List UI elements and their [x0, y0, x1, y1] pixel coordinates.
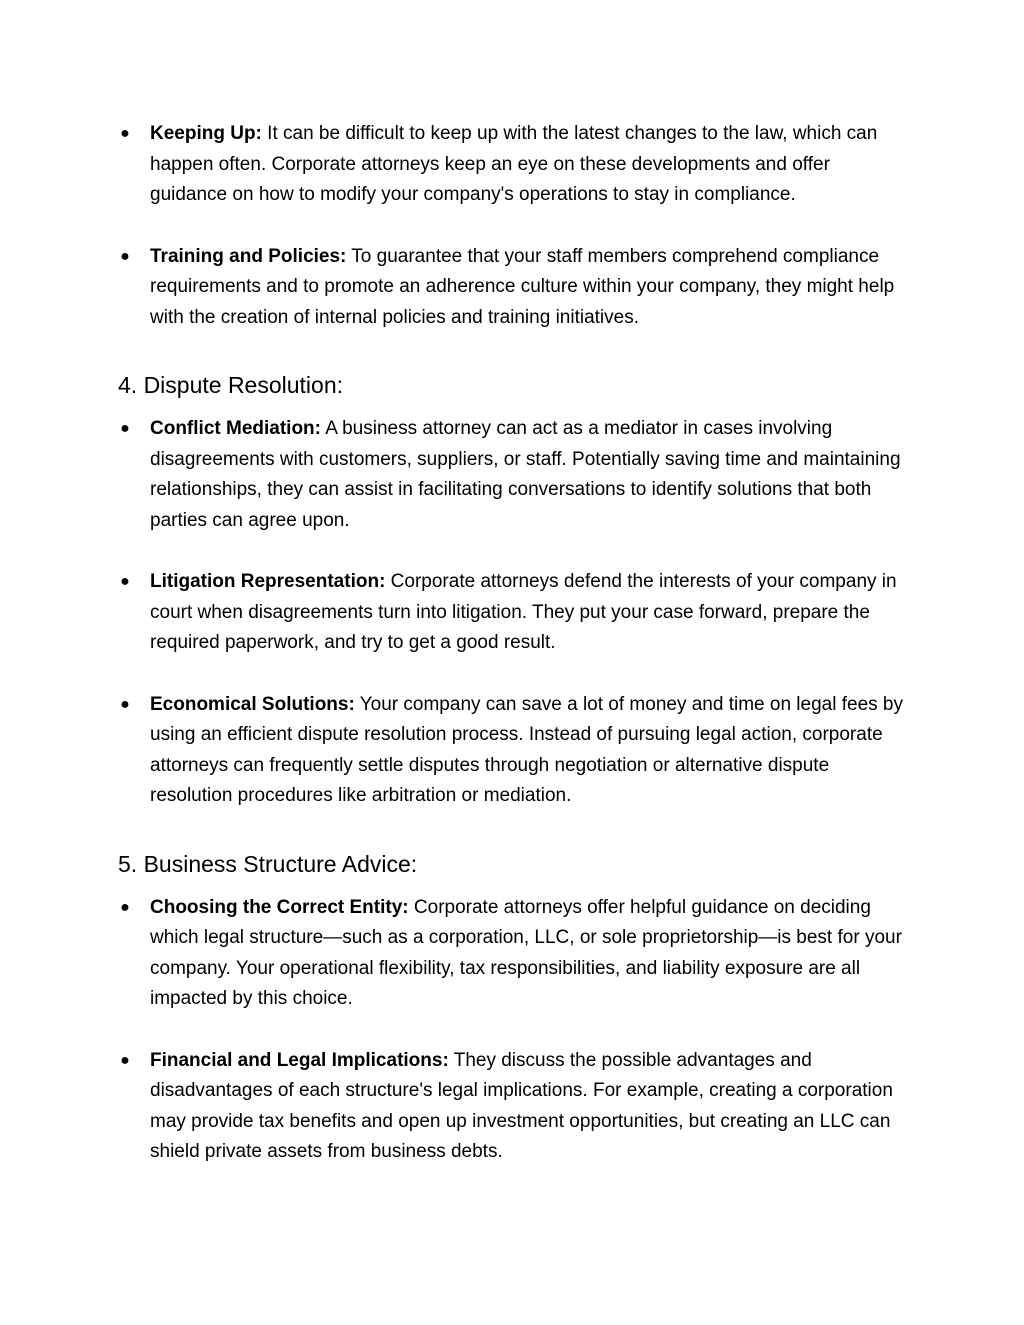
bullet-icon: ●: [120, 695, 130, 713]
bullet-icon: ●: [120, 247, 130, 265]
section-heading-dispute-resolution: 4. Dispute Resolution:: [118, 372, 344, 398]
bullet-term: Choosing the Correct Entity:: [150, 896, 409, 918]
bullet-term: Economical Solutions:: [150, 693, 355, 715]
bullet-icon: ●: [120, 420, 130, 437]
document-content: [118, 119, 908, 1168]
bullet-item-financial-and-legal-implications: [118, 1046, 908, 1168]
bullet-term: Training and Policies:: [150, 245, 347, 267]
bullet-text: Corporate attorneys offer helpful guidance on deciding which legal structure—such as a corporation, LLC, or sole proprietorship—is best for your company. Your operational flexibility, tax responsibilities, and liability exposure are all impacted by this choice.: [150, 896, 902, 1009]
bullet-item-litigation-representation: [118, 567, 908, 659]
bullet-text: Corporate attorneys defend the interests of your company in court when disagreements turn into litigation. They put your case forward, prepare the required paperwork, and try to get a good result.: [150, 571, 897, 653]
bullet-term: Keeping Up:: [150, 123, 262, 144]
bullet-term: Financial and Legal Implications:: [150, 1049, 449, 1071]
bullet-item-training-and-policies: [118, 242, 908, 334]
bullet-text: To guarantee that your staff members comprehend compliance requirements and to promote an adherence culture within your company, they might help with the creation of internal policies and training initiatives.: [150, 245, 895, 328]
bullet-icon: ●: [120, 898, 130, 916]
bullet-term: Conflict Mediation:: [150, 418, 321, 439]
bullet-icon: ●: [120, 125, 130, 142]
bullet-text: Your company can save a lot of money and time on legal fees by using an efficient dispute resolution process. Instead of pursuing legal action, corporate attorneys can frequently settle disputes through negotiation or alternative dispute resolution procedures like arbitration or mediation.: [150, 693, 903, 806]
bullet-item-conflict-mediation: [118, 414, 908, 536]
bullet-text: A business attorney can act as a mediator in cases involving disagreements with customers, suppliers, or staff. Potentially saving time and maintaining relationships, they can assist in facilitating conversations to identify solutions that both parties can agree upon.: [150, 418, 901, 531]
bullet-icon: ●: [120, 573, 130, 590]
bullet-text: They discuss the possible advantages and disadvantages of each structure's legal implications. For example, creating a corporation may provide tax benefits and open up investment opportunities, but creating an LLC can shield private assets from business debts.: [150, 1049, 893, 1162]
section-heading-business-structure-advice: 5. Business Structure Advice:: [118, 850, 418, 877]
bullet-item-keeping-up: [118, 119, 908, 211]
bullet-text: It can be difficult to keep up with the latest changes to the law, which can happen often. Corporate attorneys keep an eye on these developments and offer guidance on how to modify your company's operations to stay in compliance.: [150, 123, 878, 205]
bullet-item-choosing-the-correct-entity: [118, 893, 908, 1015]
bullet-term: Litigation Representation:: [150, 571, 386, 592]
bullet-icon: ●: [120, 1051, 130, 1069]
bullet-item-economical-solutions: [118, 690, 908, 812]
